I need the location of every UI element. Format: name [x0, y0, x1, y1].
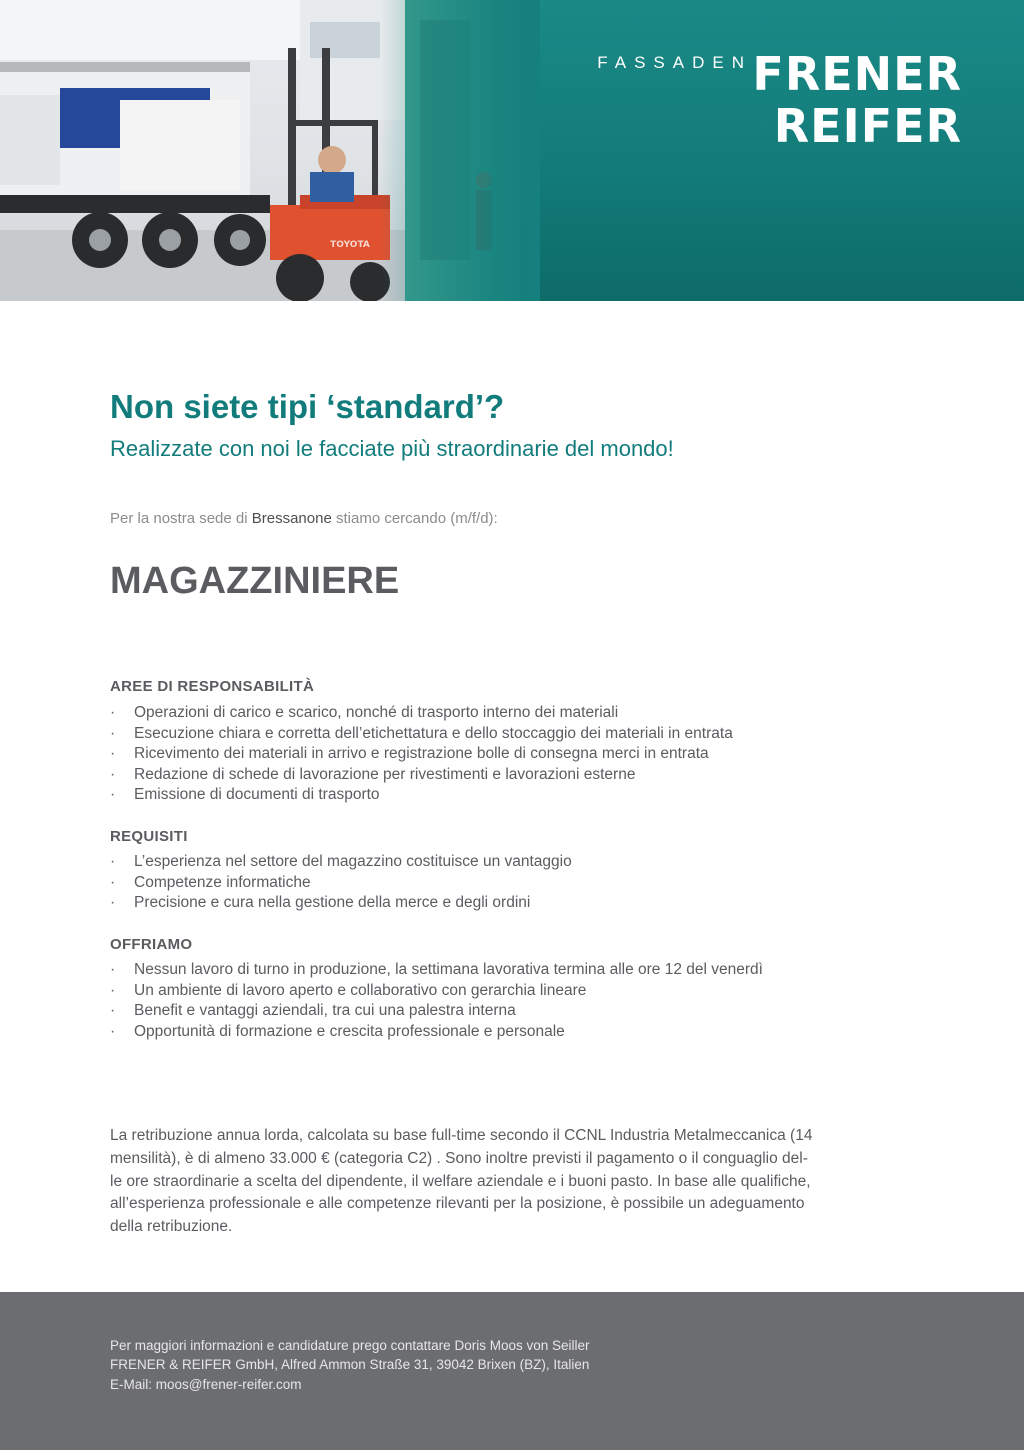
- job-title: MAGAZZINIERE: [110, 560, 400, 602]
- company-logo: [752, 48, 962, 152]
- list-item: · Emissione di documenti di trasporto: [110, 785, 733, 806]
- header-banner: [0, 0, 1024, 301]
- list-item: · Ricevimento dei materiali in arrivo e registrazione bolle di consegna merci in entrata: [110, 744, 733, 765]
- footer-email-line[interactable]: E-Mail: moos@frener-reifer.com: [110, 1376, 302, 1392]
- salary-paragraph: [110, 1125, 880, 1239]
- list-item: · Esecuzione chiara e corretta dell’etichettatura e dello stoccaggio dei materiali in entrata: [110, 724, 733, 745]
- section-title-offer: OFFRIAMO: [110, 936, 193, 953]
- list-item: · Redazione di schede di lavorazione per rivestimenti e lavorazioni esterne: [110, 765, 733, 786]
- salary-line: La retribuzione annua lorda, calcolata su base full-time secondo il CCNL Industria Metalmeccanica (14: [110, 1127, 813, 1144]
- headline: Non siete tipi ‘standard’?: [110, 388, 505, 425]
- footer-address-line: FRENER & REIFER GmbH, Alfred Ammon Straße 31, 39042 Brixen (BZ), Italien: [110, 1357, 590, 1373]
- list-item: · Nessun lavoro di turno in produzione, la settimana lavorativa termina alle ore 12 del venerdì: [110, 960, 763, 981]
- list-item: · Un ambiente di lavoro aperto e collaborativo con gerarchia lineare: [110, 981, 763, 1002]
- salary-line: le ore straordinarie a scelta del dipendente, il welfare aziendale e i buoni pasto. In base alle qualifiche,: [110, 1172, 811, 1190]
- forklift-brand-label: TOYOTA: [330, 240, 370, 250]
- footer-contact-line: Per maggiori informazioni e candidature prego contattare Doris Moos von Seiller: [110, 1338, 590, 1353]
- intro-location: Bressanone: [251, 510, 332, 527]
- intro-text: [110, 510, 498, 527]
- offer-list: [110, 960, 763, 1042]
- list-item: · Benefit e vantaggi aziendali, tra cui una palestra interna: [110, 1001, 763, 1022]
- subheadline: Realizzate con noi le facciate più straordinarie del mondo!: [110, 436, 674, 461]
- photo-gradient-fade: [380, 0, 540, 301]
- logo-line-reifer: REIFER: [773, 99, 962, 153]
- logo-fassaden: FASSADEN: [597, 53, 752, 72]
- list-item: · Precisione e cura nella gestione della merce e degli ordini: [110, 893, 572, 914]
- list-item: · L’esperienza nel settore del magazzino costituisce un vantaggio: [110, 852, 572, 873]
- requirements-list: [110, 852, 572, 914]
- intro-prefix: Per la nostra sede di: [110, 510, 252, 527]
- list-item: · Operazioni di carico e scarico, nonché di trasporto interno dei materiali: [110, 703, 733, 724]
- intro-suffix: stiamo cercando (m/f/d):: [331, 510, 498, 527]
- salary-line: all’esperienza professionale e alle competenze rilevanti per la posizione, è possibile un adeguamento: [110, 1195, 805, 1213]
- responsibilities-list: [110, 703, 733, 806]
- section-title-requirements: REQUISITI: [110, 828, 188, 845]
- salary-line: mensilità), è di almeno 33.000 € (categoria C2) . Sono inoltre previsti il pagamento o il conguaglio del-: [110, 1149, 808, 1167]
- salary-line: della retribuzione.: [110, 1218, 233, 1236]
- footer-contact: [110, 1336, 590, 1394]
- list-item: · Opportunità di formazione e crescita professionale e personale: [110, 1022, 763, 1043]
- list-item: · Competenze informatiche: [110, 873, 572, 894]
- section-title-responsibilities: AREE DI RESPONSABILITÀ: [110, 678, 315, 695]
- logo-line-frener: FRENER: [752, 47, 962, 101]
